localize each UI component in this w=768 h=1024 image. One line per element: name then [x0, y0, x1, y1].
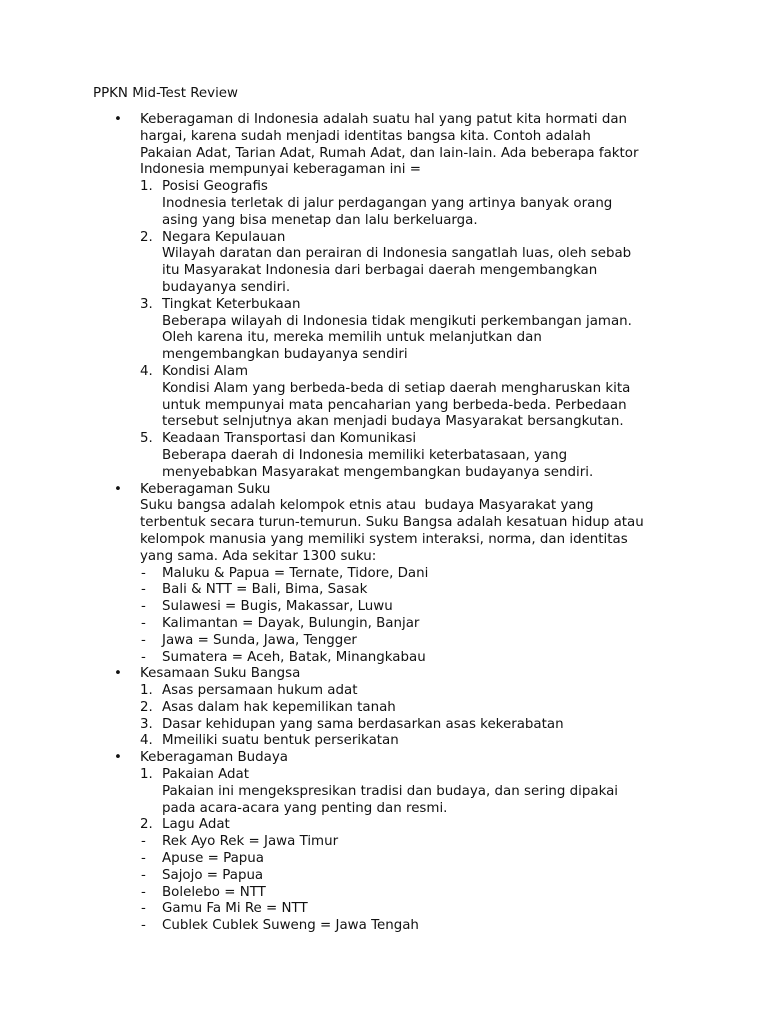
dash-marker: - [141, 565, 146, 581]
item-label: Maluku & Papua = Ternate, Tidore, Dani [162, 565, 429, 581]
dash-list-item [140, 633, 693, 650]
item-label: Mmeiliki suatu bentuk perserikatan [162, 733, 399, 749]
numbered-list-item [140, 700, 693, 717]
dash-list-item [140, 885, 693, 902]
dash-list-item [140, 834, 693, 851]
bullet-section [93, 750, 693, 935]
item-number: 3. [140, 716, 153, 732]
dash-list-item [140, 650, 693, 667]
bullet-section [93, 112, 693, 482]
numbered-list-item [140, 717, 693, 734]
numbered-list-item [140, 297, 693, 364]
item-label: Lagu Adat [162, 817, 230, 833]
bullet-marker: • [114, 481, 122, 497]
item-label: Posisi Geografis [162, 179, 268, 195]
dash-list-item [140, 582, 693, 599]
dash-list-item [140, 599, 693, 616]
dash-list-item [140, 566, 693, 583]
dash-list-item [140, 918, 693, 935]
item-label: Sajojo = Papua [162, 867, 264, 883]
item-label: Bolelebo = NTT [162, 884, 266, 900]
item-number: 1. [140, 767, 153, 783]
numbered-list-item [140, 733, 693, 750]
item-label: Kondisi Alam [162, 363, 249, 379]
dash-marker: - [141, 918, 146, 934]
item-label: Dasar kehidupan yang sama berdasarkan asas kekerabatan [162, 716, 564, 732]
item-label: Pakaian Adat [162, 767, 249, 783]
bullet-section [93, 482, 693, 667]
document-body [93, 112, 693, 935]
item-number: 4. [140, 733, 153, 749]
item-number: 1. [140, 179, 153, 195]
dash-marker: - [141, 867, 146, 883]
item-label: Cublek Cublek Suweng = Jawa Tengah [162, 918, 419, 934]
item-label: Tingkat Keterbukaan [162, 296, 301, 312]
item-label: Rek Ayo Rek = Jawa Timur [162, 834, 339, 850]
dash-marker: - [141, 615, 146, 631]
item-label: Kalimantan = Dayak, Bulungin, Banjar [162, 615, 420, 631]
numbered-list-item [140, 179, 693, 229]
dash-marker: - [141, 582, 146, 598]
item-label: Gamu Fa Mi Re = NTT [162, 901, 308, 917]
section-heading: Keberagaman di Indonesia adalah suatu hal yang patut kita hormati dan hargai, karena sudah menjadi identitas bangsa kita. Contoh adalah Pakaian Adat, Tarian Adat, Rumah Adat, dan lain-lain. Ada beberapa faktor Indonesia mempunyai keberagaman ini = [140, 112, 639, 178]
bullet-marker: • [114, 112, 122, 127]
item-label: Apuse = Papua [162, 851, 264, 867]
dash-marker: - [141, 851, 146, 867]
dash-list-item [140, 868, 693, 885]
item-number: 2. [140, 817, 153, 833]
bullet-marker: • [114, 750, 122, 766]
item-description: Wilayah daratan dan perairan di Indonesia sangatlah luas, oleh sebab itu Masyarakat Indonesia dari berbagai daerah mengembangkan budayanya sendiri. [162, 246, 632, 295]
item-label: Negara Kepulauan [162, 229, 286, 245]
item-label: Asas dalam hak kepemilikan tanah [162, 699, 396, 715]
dash-marker: - [141, 649, 146, 665]
section-heading: Keberagaman Suku Suku bangsa adalah kelompok etnis atau budaya Masyarakat yang terbentuk secara turun-temurun. Suku Bangsa adalah kesatuan hidup atau kelompok manusia yang memiliki system interaksi, norma, dan identitas yang sama. Ada sekitar 1300 suku: [140, 481, 644, 564]
item-label: Sumatera = Aceh, Batak, Minangkabau [162, 649, 426, 665]
item-label: Sulawesi = Bugis, Makassar, Luwu [162, 599, 393, 615]
bullet-section [93, 666, 693, 750]
item-number: 1. [140, 683, 153, 699]
numbered-list-item [140, 817, 693, 834]
bullet-marker: • [114, 666, 122, 682]
numbered-list-item [140, 767, 693, 817]
dash-list-item [140, 901, 693, 918]
item-label: Keadaan Transportasi dan Komunikasi [162, 431, 417, 447]
dash-list-item [140, 851, 693, 868]
numbered-list-item [140, 230, 693, 297]
numbered-list-item [140, 364, 693, 431]
dash-marker: - [141, 884, 146, 900]
item-number: 3. [140, 296, 153, 312]
numbered-list-item [140, 683, 693, 700]
item-description: Beberapa wilayah di Indonesia tidak mengikuti perkembangan jaman. Oleh karena itu, mereka memilih untuk melanjutkan dan mengembangkan budayanya sendiri [162, 313, 632, 363]
item-number: 4. [140, 363, 153, 379]
item-description: Pakaian ini mengekspresikan tradisi dan budaya, dan sering dipakai pada acara-acara yang penting dan resmi. [162, 783, 619, 816]
dash-list-item [140, 616, 693, 633]
dash-marker: - [141, 834, 146, 850]
section-heading: Keberagaman Budaya [140, 750, 289, 766]
item-label: Jawa = Sunda, Jawa, Tengger [162, 632, 357, 648]
section-heading: Kesamaan Suku Bangsa [140, 666, 301, 682]
item-number: 2. [140, 699, 153, 715]
item-description: Kondisi Alam yang berbeda-beda di setiap daerah mengharuskan kita untuk mempunyai mata pencaharian yang berbeda-beda. Perbedaan tersebut selnjutnya akan menjadi budaya Masyarakat bersangkutan. [162, 380, 631, 430]
item-description: Inodnesia terletak di jalur perdagangan yang artinya banyak orang asing yang bisa menetap dan lalu berkeluarga. [162, 195, 613, 228]
item-number: 5. [140, 431, 153, 447]
dash-marker: - [141, 901, 146, 917]
numbered-list-item [140, 431, 693, 481]
item-number: 2. [140, 229, 153, 245]
item-description: Beberapa daerah di Indonesia memiliki keterbatasaan, yang menyebabkan Masyarakat mengembangkan budayanya sendiri. [162, 447, 594, 480]
document-title: PPKN Mid-Test Review [93, 86, 238, 101]
dash-marker: - [141, 599, 146, 615]
item-label: Bali & NTT = Bali, Bima, Sasak [162, 582, 368, 598]
dash-marker: - [141, 632, 146, 648]
item-label: Asas persamaan hukum adat [162, 683, 358, 699]
